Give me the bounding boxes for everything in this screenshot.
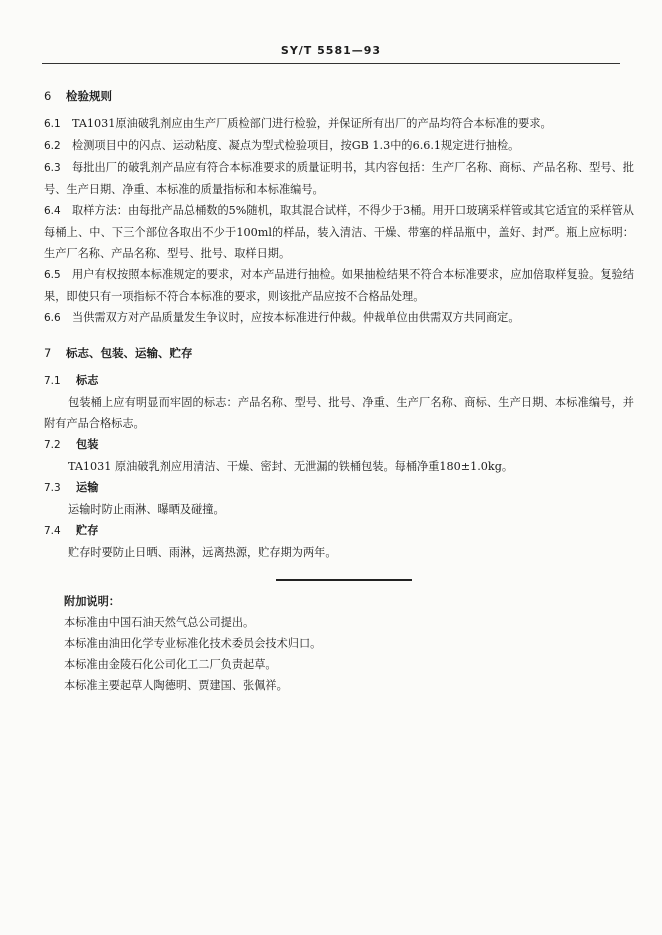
- clause-7-2-heading: 7.2 包装: [44, 438, 99, 451]
- section-6-heading: [44, 86, 634, 107]
- clause-6-5: 6.5 用户有权按照本标准规定的要求，对本产品进行抽检。如果抽检结果不符合本标准要求，应加倍取样复验。复验结果，即使只有一项指标不符合本标准的要求，则该批产品应按不合格品处理。: [44, 268, 634, 303]
- note-line: 本标准主要起草人陶德明、贾建国、张佩祥。: [64, 679, 288, 692]
- clause-6-3: 6.3 每批出厂的破乳剂产品应有符合本标准要求的质量证明书，其内容包括：生产厂名称、商标、产品名称、型号、批号、生产日期、净重、本标准的质量指标和本标准编号。: [44, 161, 634, 196]
- clause-7-1-heading: 7.1 标志: [44, 374, 99, 387]
- clause-6-2: 6.2 检测项目中的闪点、运动粘度、凝点为型式检验项目，按GB 1.3中的6.6.1规定进行抽检。: [44, 139, 520, 152]
- end-rule: [276, 579, 412, 581]
- clause-7-1-text: 包装桶上应有明显而牢固的标志：产品名称、型号、批号、净重、生产厂名称、商标、生产日期、本标准编号，并附有产品合格标志。: [44, 396, 634, 430]
- clause-7-3-heading: 7.3 运输: [44, 481, 99, 494]
- document-body: [44, 86, 634, 696]
- standard-code-header: SY/T 5581—93: [280, 44, 382, 57]
- clause-6-4: 6.4 取样方法：由每批产品总桶数的5%随机，取其混合试样，不得少于3桶。用开口玻璃采样管或其它适宜的采样管从每桶上、中、下三个部位各取出不少于100ml的样品，装入清洁、干燥、带塞的样品瓶中，盖好、封严。瓶上应标明：生产厂名称、产品名称、型号、批号、取样日期。: [44, 204, 634, 260]
- note-line: 本标准由中国石油天然气总公司提出。: [64, 616, 255, 629]
- header-rule: [42, 63, 620, 64]
- section-6-title: 检验规则: [66, 89, 112, 103]
- clause-7-2-text: TA1031 原油破乳剂应用清洁、干燥、密封、无泄漏的铁桶包装。每桶净重180±1.0kg。: [68, 460, 514, 473]
- section-7-title: 标志、包装、运输、贮存: [66, 346, 193, 360]
- clause-7-3-text: 运输时防止雨淋、曝晒及碰撞。: [68, 503, 225, 516]
- clause-6-6: 6.6 当供需双方对产品质量发生争议时，应按本标准进行仲裁。仲裁单位由供需双方共同商定。: [44, 311, 520, 324]
- note-line: 本标准由金陵石化公司化工二厂负责起草。: [64, 658, 277, 671]
- additional-notes-title: 附加说明：: [64, 595, 120, 608]
- clause-7-4-heading: 7.4 贮存: [44, 524, 99, 537]
- section-7-heading: [44, 343, 634, 364]
- section-7-number: 7: [44, 346, 52, 360]
- clause-6-1: 6.1 TA1031原油破乳剂应由生产厂质检部门进行检验，并保证所有出厂的产品均符合本标准的要求。: [44, 117, 552, 130]
- note-line: 本标准由油田化学专业标准化技术委员会技术归口。: [64, 637, 322, 650]
- section-6-number: 6: [44, 89, 52, 103]
- clause-7-4-text: 贮存时要防止日晒、雨淋，远离热源，贮存期为两年。: [68, 546, 337, 559]
